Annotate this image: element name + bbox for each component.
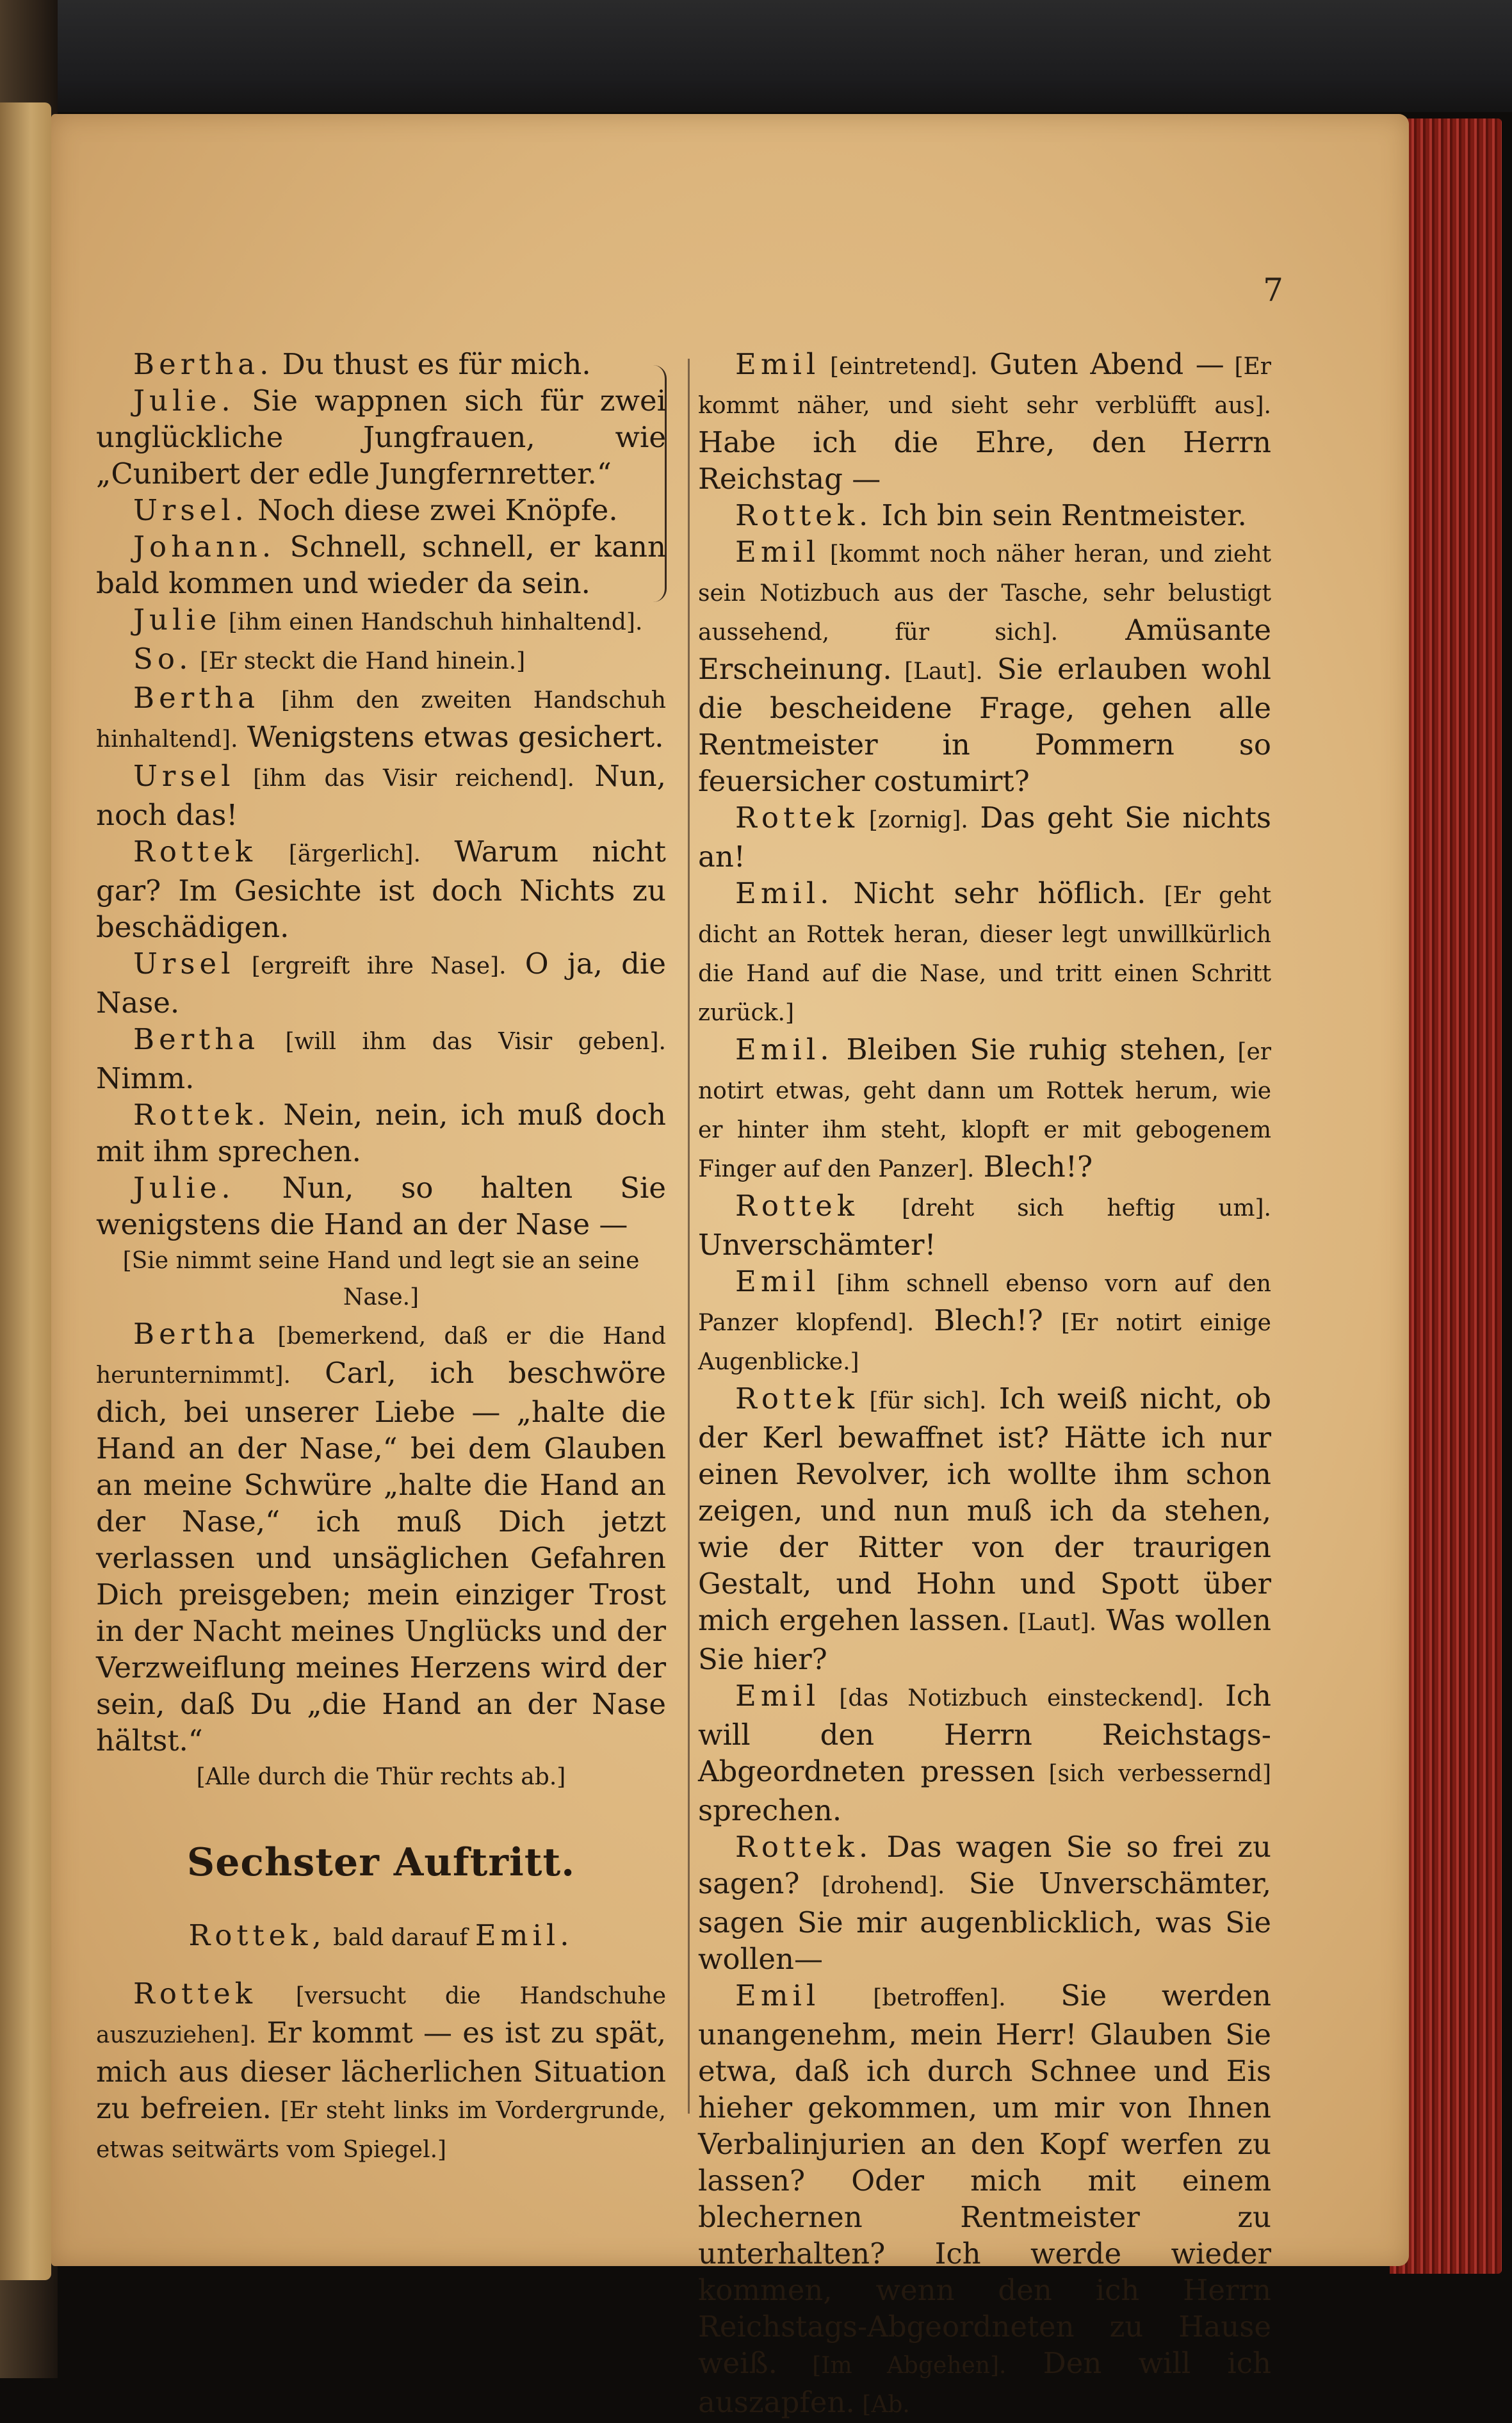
dialogue-line — [698, 875, 1271, 1031]
dialogue-text: Sie Unverschämter, sagen Sie mir augenblicklich, was Sie wollen— — [698, 1866, 1271, 1976]
stage-direction: [Er steht links im Vordergrunde, etwas seitwärts vom Spiegel.] — [96, 2098, 666, 2163]
dialogue-text: Sie wappnen sich für zwei unglückliche Jungfrauen, wie „Cunibert der edle Jungfernretter.“ — [96, 384, 666, 491]
right-dialogue-block — [698, 346, 1271, 2423]
stage-direction: [ihm einen Handschuh hinhaltend]. — [221, 609, 643, 635]
dialogue-line — [698, 534, 1271, 799]
dialogue-line — [96, 758, 666, 833]
dialogue-line — [698, 1977, 1271, 2423]
speaker-name: Rottek. — [133, 1098, 271, 1132]
dialogue-line — [96, 1021, 666, 1097]
dialogue-text: Sie werden unangenehm, mein Herr! Glauben Sie etwa, daß ich durch Schnee und Eis hieher gekommen, um mir von Ihnen Verbalinjurien an den Kopf werfen zu lassen? Oder mich mit einem blechernen Rentmeister zu unterhalten? Ich werde wieder kommen, wenn den ich Herrn Reichstags-Abgeordneten zu Hause weiß. — [698, 1978, 1271, 2380]
stage-direction: [will ihm das Visir geben]. — [259, 1029, 666, 1055]
stage-direction: [Er steckt die Hand hinein.] — [192, 648, 526, 674]
speaker-name: Ursel — [133, 759, 235, 793]
dialogue-line — [698, 1263, 1271, 1380]
dialogue-line — [698, 799, 1271, 875]
right-column — [698, 346, 1271, 2423]
page-number: 7 — [1263, 272, 1283, 309]
dialogue-text: Sie erlauben wohl die bescheidene Frage, gehen alle Rentmeister in Pommern so feuersicher costumirt? — [698, 652, 1272, 798]
stage-direction: [ergreift ihre Nase]. — [234, 953, 507, 979]
stage-direction: [Sie nimmt seine Hand und legt sie an seine Nase.] — [122, 1248, 640, 1310]
dialogue-text: Du thust es für mich. — [273, 347, 591, 381]
dialogue-line — [96, 601, 666, 640]
dialogue-line — [698, 1031, 1271, 1187]
dialogue-text: Carl, ich beschwöre dich, bei unserer Liebe — „halte die Hand an der Nase,“ bei dem Glauben an meine Schwüre „halte die Hand an der Nase,“ ich muß Dich jetzt verlassen und unsäglichen Gefahren Dich preisgeben; mein einziger Trost in der Nacht meines Unglücks und der Verzweiflung meines Herzens wird der sein, daß Du „die Hand an der Nase hältst.“ — [96, 1356, 666, 1758]
speaker-name: Rottek — [735, 1382, 859, 1415]
dialogue-text: Blech!? — [914, 1303, 1043, 1337]
speaker-name: Emil — [735, 347, 820, 381]
dialogue-text: Bleiben Sie ruhig stehen, — [833, 1032, 1227, 1066]
dialogue-text: Nimm. — [96, 1061, 195, 1095]
dialogue-line — [96, 346, 666, 382]
cast-middle: bald darauf — [325, 1925, 475, 1951]
speaker-name: Rottek. — [735, 1830, 873, 1864]
stage-direction: [er notirt etwas, geht dann um Rottek herum, wie er hinter ihm steht, klopft er mit gebogenem Finger auf den Panzer]. — [698, 1039, 1271, 1182]
stage-direction: [Er notirt einige Augenblicke.] — [698, 1310, 1271, 1375]
speaker-name: Rottek — [735, 801, 859, 835]
stage-direction: [sich verbessernd] — [1035, 1761, 1271, 1787]
stage-direction: [ihm schnell ebenso vorn auf den Panzer klopfend]. — [698, 1271, 1271, 1336]
speaker-name: Emil. — [735, 1032, 834, 1066]
speaker-name: Emil — [735, 1679, 820, 1713]
dialogue-line — [698, 1677, 1271, 1829]
dialogue-line — [698, 1380, 1271, 1677]
left-page-edge — [0, 102, 51, 2280]
stage-direction: [für sich]. — [859, 1388, 987, 1414]
stage-direction: [Laut]. — [891, 658, 983, 685]
stage-direction: [eintretend]. — [820, 354, 978, 380]
dialogue-text: Er kommt — es ist zu spät, mich aus dieser lächerlichen Situation zu befreien. — [96, 2016, 666, 2125]
column-divider — [688, 359, 690, 2114]
dialogue-line — [96, 1316, 666, 1759]
stage-direction: [Er geht dicht an Rottek heran, dieser legt unwillkürlich die Hand auf die Nase, und tritt einen Schritt zurück.] — [698, 883, 1272, 1026]
stage-direction: [drohend]. — [799, 1873, 945, 1899]
speaker-name: Bertha — [133, 681, 260, 715]
dialogue-text: Warum nicht gar? Im Gesichte ist doch Nichts zu beschädigen. — [96, 835, 666, 944]
dialogue-line — [96, 1097, 666, 1170]
stage-direction: [Laut]. — [1010, 1610, 1097, 1636]
dialogue-line — [698, 497, 1271, 534]
speaker-name: Rottek — [735, 1189, 859, 1223]
book-binding-top — [0, 0, 1512, 112]
stage-direction: [Ab. — [854, 2392, 910, 2418]
speaker-name: Emil — [735, 535, 820, 569]
stage-direction: [zornig]. — [859, 807, 968, 833]
stage-direction: [betroffen]. — [820, 1985, 1006, 2011]
dialogue-text: sprechen. — [698, 1793, 842, 1827]
stage-direction: [Er kommt näher, und sieht sehr verblüfft aus]. — [698, 354, 1272, 419]
dialogue-line — [96, 945, 666, 1021]
stage-direction: [bemerkend, daß er die Hand herunternimmt]. — [96, 1323, 666, 1389]
dialogue-line — [698, 346, 1271, 497]
speaker-name: Julie. — [133, 384, 235, 418]
stage-direction: [ihm den zweiten Handschuh hinhaltend]. — [96, 687, 666, 753]
dialogue-text: Habe ich die Ehre, den Herrn Reichstag — — [698, 425, 1271, 496]
dialogue-text: Den will ich auszapfen. — [698, 2346, 1271, 2419]
left-dialogue-block-3 — [96, 1975, 666, 2168]
dialogue-text: Schnell, schnell, er kann bald kommen und wieder da sein. — [96, 530, 666, 600]
dialogue-line — [96, 680, 666, 758]
dialogue-text: Was wollen Sie hier? — [698, 1603, 1271, 1676]
dialogue-text: Nun, noch das! — [96, 759, 666, 832]
speaker-name: Rottek — [133, 1977, 257, 2011]
dialogue-line — [698, 1187, 1271, 1263]
dialogue-text: O ja, die Nase. — [96, 947, 666, 1020]
stage-direction: [versucht die Handschuhe auszuziehen]. — [96, 1983, 666, 2048]
stage-direction: [Im Abgehen]. — [777, 2353, 1007, 2379]
speaker-name: Bertha — [133, 1022, 260, 1056]
speaker-name: Bertha. — [133, 347, 273, 381]
dialogue-text: Wenigstens etwas gesichert. — [238, 720, 664, 754]
dialogue-text: Amüsante Erscheinung. — [698, 613, 1272, 686]
left-dialogue-block-2 — [96, 1316, 666, 1759]
stage-direction-exit: [Alle durch die Thür rechts ab.] — [196, 1764, 566, 1790]
speaker-name: Emil — [735, 1264, 820, 1298]
stage-direction: [das Notizbuch einsteckend]. — [820, 1685, 1205, 1711]
dialogue-line — [96, 382, 666, 492]
dialogue-line — [96, 833, 666, 945]
dialogue-line — [96, 528, 666, 601]
scene-cast — [96, 1917, 666, 1956]
dialogue-line — [698, 1829, 1271, 1977]
speaker-name: Ursel — [133, 947, 235, 981]
dialogue-text: Ich bin sein Rentmeister. — [872, 498, 1247, 532]
stage-direction: [kommt noch näher heran, und zieht sein Notizbuch aus der Tasche, sehr belustigt aussehend, für sich]. — [698, 541, 1271, 646]
dialogue-text: Guten Abend — — [977, 347, 1224, 381]
speaker-name: So. — [133, 642, 193, 676]
scene-title: Sechster Auftritt. — [186, 1840, 576, 1885]
cast-first: Rottek, — [188, 1918, 326, 1952]
speaker-name: Johann. — [133, 530, 276, 564]
cast-second: Emil. — [475, 1918, 574, 1952]
speaker-name: Emil — [735, 1978, 820, 2012]
speaker-name: Rottek — [133, 835, 257, 869]
speaker-name: Rottek. — [735, 498, 873, 532]
dialogue-text: Noch diese zwei Knöpfe. — [248, 493, 618, 527]
stage-direction: [dreht sich heftig um]. — [859, 1195, 1271, 1221]
dialogue-line — [96, 1170, 666, 1243]
speaker-name: Bertha — [133, 1317, 260, 1351]
dialogue-text: Das wagen Sie so frei zu sagen? — [698, 1830, 1271, 1900]
speaker-name: Julie. — [133, 1171, 235, 1205]
speaker-name: Emil. — [735, 876, 834, 910]
dialogue-text: Nein, nein, ich muß doch mit ihm sprechen. — [96, 1098, 666, 1168]
dialogue-text: Ich weiß nicht, ob der Kerl bewaffnet ist? Hätte ich nur einen Revolver, ich wollte ihm schon zeigen, und nun muß ich da stehen, wie der Ritter von der traurigen Gestalt, und Hohn und Spott über mich ergehen lassen. — [698, 1382, 1272, 1637]
dialogue-text: Nun, so halten Sie wenigstens die Hand an der Nase — — [96, 1171, 666, 1241]
dialogue-text: Blech!? — [974, 1150, 1093, 1184]
dialogue-text: Das geht Sie nichts an! — [698, 801, 1271, 874]
stage-direction: [ihm das Visir reichend]. — [234, 765, 574, 792]
dialogue-line — [96, 640, 666, 680]
speaker-name: Ursel. — [133, 493, 248, 527]
left-dialogue-block-1 — [96, 346, 666, 1243]
left-column — [96, 346, 666, 2168]
dialogue-line — [96, 492, 666, 528]
dialogue-line — [96, 1975, 666, 2168]
dialogue-text: Nicht sehr höflich. — [833, 876, 1146, 910]
stage-direction: [ärgerlich]. — [257, 841, 421, 867]
dialogue-text: Ich will den Herrn Reichstags-Abgeordneten pressen — [698, 1679, 1271, 1788]
dialogue-text: Unverschämter! — [698, 1228, 936, 1262]
speaker-name: Julie — [133, 603, 222, 637]
